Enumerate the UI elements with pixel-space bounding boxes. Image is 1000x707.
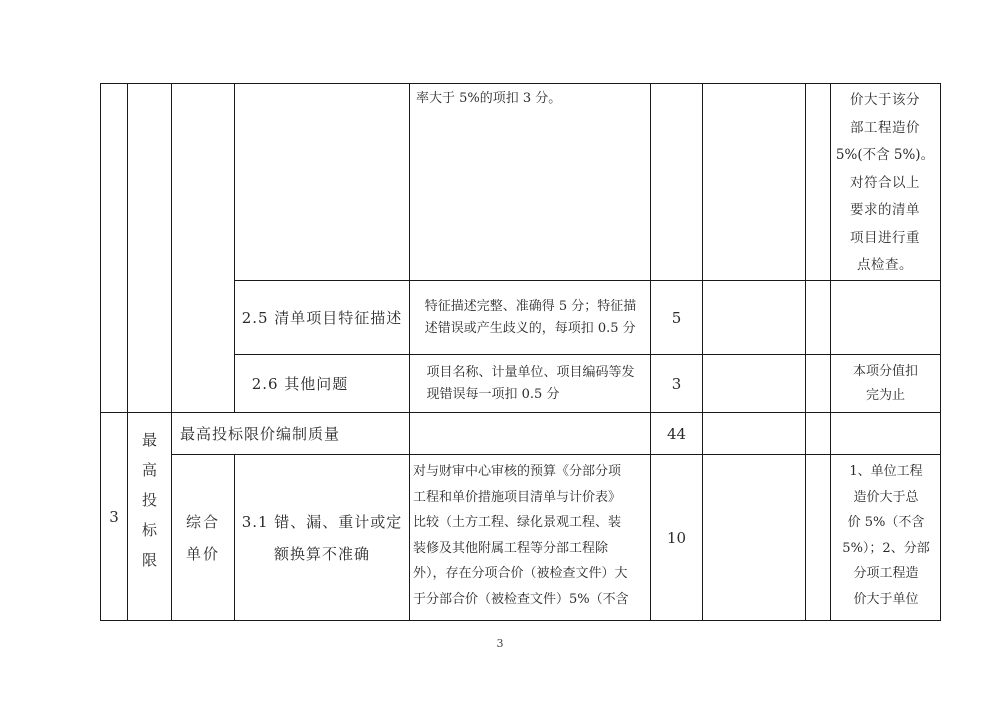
section-header-text: 最高投标限价编制质量 bbox=[180, 424, 341, 443]
item-3-1-criteria bbox=[413, 459, 649, 612]
sub-category-line: 单价 bbox=[185, 544, 220, 563]
section-number bbox=[101, 413, 127, 620]
remark-line: 价大于单位 bbox=[853, 591, 919, 607]
category-char: 标 bbox=[141, 521, 157, 539]
remark-line: 要求的清单 bbox=[849, 202, 920, 218]
row1-criteria-lines bbox=[416, 88, 561, 109]
row3-criteria-lines bbox=[426, 362, 634, 406]
criteria-line: 比较（土方工程、绿化景观工程、装 bbox=[413, 515, 622, 530]
row2-criteria-lines bbox=[425, 296, 637, 340]
remark-line: 5%(不含 5%)。 bbox=[835, 147, 935, 163]
section-header-score bbox=[651, 413, 702, 454]
section-category bbox=[128, 425, 171, 615]
sub-category bbox=[172, 455, 234, 620]
row2-item-text: 2.5 清单项目特征描述 bbox=[241, 308, 403, 327]
page-number: 3 bbox=[496, 637, 504, 650]
category-char: 限 bbox=[141, 551, 157, 569]
row3-remark bbox=[831, 355, 940, 412]
row3-remark-lines bbox=[853, 360, 918, 408]
remark-line: 对符合以上 bbox=[849, 174, 920, 191]
remark-line: 点检查。 bbox=[856, 257, 913, 273]
table-line-col7 bbox=[702, 83, 703, 621]
remark-line: 项目进行重 bbox=[849, 229, 920, 246]
criteria-line: 对与财审中心审核的预算《分部分项 bbox=[413, 464, 622, 479]
row1-criteria-line: 率大于 5%的项扣 3 分。 bbox=[416, 91, 562, 106]
table-line-col8 bbox=[805, 83, 806, 621]
remark-line: 价大于该分 bbox=[849, 92, 920, 108]
item-line: 额换算不准确 bbox=[273, 544, 370, 563]
criteria-line: 装修及其他附属工程等分部工程除 bbox=[413, 540, 609, 556]
remark-line: 1、单位工程 bbox=[849, 464, 923, 479]
remark-line: 价 5%（不含 bbox=[847, 515, 925, 530]
item-3-1-remark-lines bbox=[842, 459, 929, 612]
row3-item bbox=[235, 355, 365, 412]
remark-line: 分项工程造 bbox=[853, 566, 919, 581]
row1-remark bbox=[834, 87, 936, 280]
row1-remark-lines bbox=[836, 87, 934, 280]
table-line-right bbox=[940, 83, 941, 621]
row3-item-text: 2.6 其他问题 bbox=[251, 374, 349, 393]
criteria-line: 述错误或产生歧义的，每项扣 0.5 分 bbox=[424, 320, 636, 336]
remark-line: 本项分值扣 bbox=[852, 363, 918, 379]
item-line: 3.1 错、漏、重计或定 bbox=[241, 512, 403, 531]
row1-criteria bbox=[416, 88, 646, 109]
sub-category-line: 综合 bbox=[185, 512, 220, 531]
criteria-line: 特征描述完整、准确得 5 分；特征描 bbox=[424, 298, 637, 314]
row3-criteria bbox=[412, 355, 649, 412]
item-3-1-score bbox=[651, 455, 702, 620]
row2-criteria bbox=[412, 281, 649, 354]
item-3-1-remark bbox=[834, 459, 938, 612]
section-header bbox=[180, 413, 409, 454]
remark-line: 造价大于总 bbox=[853, 489, 919, 505]
table-line-bottom bbox=[100, 620, 940, 621]
category-char: 最 bbox=[141, 431, 157, 449]
remark-line: 部工程造价 bbox=[849, 119, 920, 136]
remark-line: 5%）；2、分部 bbox=[842, 540, 930, 556]
criteria-line: 外），存在分项合价（被检查文件）大 bbox=[413, 566, 628, 581]
table-line-col9 bbox=[830, 83, 831, 621]
criteria-line: 现错误每一项扣 0.5 分 bbox=[426, 386, 560, 402]
item-3-1-criteria-lines bbox=[413, 459, 629, 612]
criteria-line: 工程和单价措施项目清单与计价表》 bbox=[413, 489, 622, 505]
section-number-text: 3 bbox=[109, 507, 119, 526]
section-header-score-value: 44 bbox=[666, 424, 687, 443]
item-3-1-lines bbox=[242, 506, 403, 570]
row2-score-value: 5 bbox=[671, 308, 682, 327]
item-3-1 bbox=[235, 455, 409, 620]
criteria-line: 项目名称、计量单位、项目编码等发 bbox=[426, 364, 635, 380]
criteria-line: 于分部合价（被检查文件）5%（不含 bbox=[413, 591, 629, 607]
item-3-1-score-value: 10 bbox=[666, 528, 687, 547]
category-char: 投 bbox=[141, 491, 157, 509]
table-line-top bbox=[100, 83, 940, 84]
remark-line: 完为止 bbox=[865, 387, 905, 403]
sub-category-lines bbox=[186, 506, 220, 570]
row2-item bbox=[235, 281, 409, 354]
row3-score bbox=[651, 355, 702, 412]
row2-score bbox=[651, 281, 702, 354]
row3-score-value: 3 bbox=[671, 374, 682, 393]
table-line-col5 bbox=[409, 83, 410, 621]
category-char: 高 bbox=[141, 461, 157, 479]
